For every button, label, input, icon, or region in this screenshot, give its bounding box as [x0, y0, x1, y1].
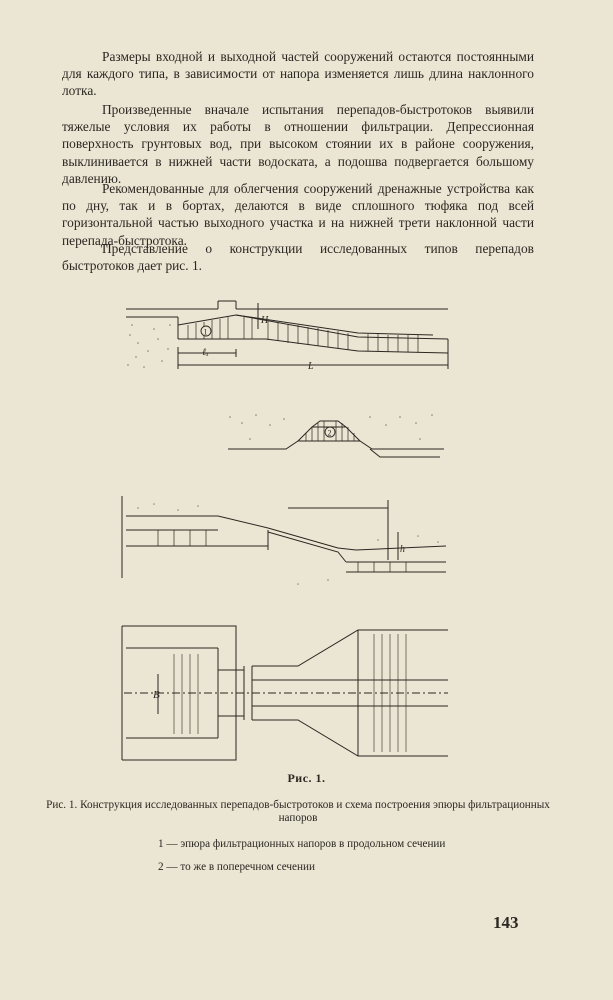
dimension-L-label: L	[308, 361, 314, 372]
paragraph-1	[62, 48, 534, 100]
paragraph-1-text: Размеры входной и выходной частей сооружений остаются постоянными для каждого типа, в зависимости от напора изменяется лишь длина наклонного лотка.	[62, 49, 534, 99]
figure-cross-section	[165, 405, 505, 463]
legend-item-2: 2 — то же в поперечном сечении	[158, 861, 315, 873]
paragraph-2	[62, 101, 534, 187]
paragraph-3-text: Рекомендованные для облегчения сооружений дренажные устройства как по дну, так и в бортах, делаются в виде сплошного тюфяка под всей горизонтальной частью выходного участка и на нижней трети наклонной части перепада-быстротока.	[62, 181, 534, 248]
dimension-H-label: H	[261, 315, 269, 326]
paragraph-4-text: Представление о конструкции исследованных типов перепадов быстротоков дает рис. 1.	[62, 241, 534, 274]
legend-item-1: 1 — эпюра фильтрационных напоров в продольном сечении	[158, 838, 446, 850]
figure-caption: Рис. 1. Конструкция исследованных перепадов-быстротоков и схема построения эпюры фильтрационных напоров	[46, 799, 550, 824]
figure-plan-view	[118, 618, 458, 768]
page-number: 143	[493, 913, 519, 932]
dimension-B-label: B	[153, 689, 160, 701]
paragraph-2-text: Произведенные вначале испытания перепадов-быстротоков выявили тяжелые условия их работы в отношении фильтрации. Депрессионная поверхность грунтовых вод, при высоком стоянии их в районе сооружения, выклинивается в нижней части водоската, а подошва подвергается большому давлению.	[62, 102, 534, 186]
figure-longitudinal-section-1	[118, 295, 458, 385]
figure-label: Рис. 1.	[287, 771, 326, 785]
dimension-h-label: h	[400, 544, 405, 555]
diagram-marker-2-label: 2	[327, 428, 332, 438]
paragraph-3	[62, 180, 534, 249]
figure-longitudinal-section-2	[118, 490, 458, 600]
paragraph-4	[62, 240, 534, 274]
dimension-lx-label: ℓₓ	[202, 347, 210, 358]
diagram-marker-1-label: 1	[203, 327, 208, 337]
